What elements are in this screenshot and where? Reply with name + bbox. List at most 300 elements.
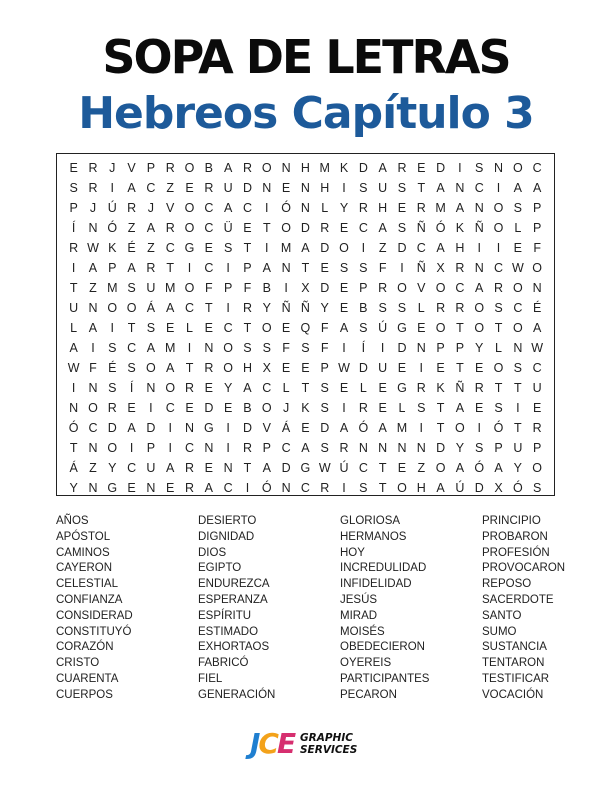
grid-cell: Ñ	[416, 221, 426, 235]
word-item: MOISÉS	[340, 625, 385, 638]
grid-cell: P	[320, 361, 329, 375]
grid-cell: I	[361, 241, 366, 255]
grid-cell: Z	[378, 241, 387, 255]
grid-cell: C	[223, 481, 233, 495]
grid-cell: G	[107, 481, 118, 495]
grid-cell: D	[397, 341, 407, 355]
grid-cell: C	[300, 481, 310, 495]
word-item: TENTARON	[482, 657, 545, 670]
grid-cell: C	[165, 401, 175, 415]
grid-cell: L	[398, 401, 406, 415]
grid-cell: N	[204, 441, 214, 455]
word-item: PROFESIÓN	[482, 546, 550, 559]
grid-cell: A	[166, 301, 175, 315]
grid-cell: O	[146, 361, 156, 375]
grid-cell: D	[436, 441, 446, 455]
grid-cell: A	[339, 321, 349, 335]
grid-cell: X	[436, 261, 445, 275]
grid-cell: P	[262, 441, 271, 455]
grid-cell: D	[320, 241, 330, 255]
grid-cell: N	[513, 341, 523, 355]
grid-cell: W	[318, 461, 331, 475]
grid-cell: I	[91, 341, 95, 355]
grid-cell: R	[358, 201, 368, 215]
letter-grid	[56, 153, 555, 496]
grid-cell: M	[280, 241, 292, 255]
grid-cell: E	[417, 161, 426, 175]
grid-row	[57, 438, 554, 458]
grid-cell: F	[320, 341, 329, 355]
grid-cell: D	[281, 461, 291, 475]
grid-cell: B	[204, 161, 214, 175]
logo-text	[300, 732, 357, 756]
word-item: ESTIMADO	[198, 625, 259, 638]
grid-cell: W	[511, 261, 524, 275]
grid-cell: K	[436, 381, 445, 395]
grid-cell: A	[436, 481, 445, 495]
grid-cell: Ñ	[455, 381, 465, 395]
grid-cell: N	[69, 401, 79, 415]
grid-cell: S	[397, 181, 407, 195]
grid-cell: S	[359, 321, 368, 335]
grid-row	[57, 198, 554, 218]
grid-cell: M	[396, 421, 408, 435]
grid-cell: O	[532, 461, 543, 475]
grid-cell: O	[339, 241, 349, 255]
grid-cell: A	[455, 461, 465, 475]
grid-cell: I	[458, 161, 462, 175]
grid-cell: A	[301, 241, 310, 255]
grid-cell: V	[127, 161, 136, 175]
grid-cell: A	[127, 421, 136, 435]
grid-cell: S	[417, 401, 426, 415]
grid-cell: R	[455, 261, 465, 275]
grid-cell: G	[397, 321, 407, 335]
grid-cell: P	[223, 281, 233, 295]
grid-cell: D	[242, 421, 252, 435]
grid-cell: S	[359, 181, 368, 195]
grid-cell: Ú	[455, 481, 465, 495]
grid-cell: B	[359, 301, 368, 315]
grid-cell: L	[321, 201, 329, 215]
grid-cell: I	[187, 341, 192, 355]
grid-cell: P	[108, 261, 117, 275]
word-item: PROVOCARON	[482, 562, 566, 575]
grid-cell: E	[513, 241, 523, 255]
grid-cell: I	[342, 481, 346, 495]
grid-cell: A	[166, 361, 175, 375]
grid-cell: E	[339, 281, 349, 295]
grid-cell: N	[281, 481, 291, 495]
grid-cell: D	[397, 241, 407, 255]
grid-cell: E	[339, 381, 349, 395]
grid-cell: O	[455, 421, 465, 435]
grid-cell: R	[320, 221, 330, 235]
grid-cell: E	[127, 401, 136, 415]
grid-cell: Y	[513, 461, 523, 475]
grid-row	[57, 238, 554, 258]
word-column	[482, 514, 612, 704]
grid-cell: I	[284, 281, 288, 295]
grid-cell: C	[204, 221, 214, 235]
word-item: CAYERON	[56, 562, 113, 575]
grid-cell: T	[262, 221, 271, 235]
grid-cell: Y	[223, 381, 233, 395]
grid-cell: M	[435, 201, 446, 215]
grid-cell: R	[242, 161, 252, 175]
grid-cell: C	[165, 241, 175, 255]
grid-cell: G	[203, 421, 214, 435]
grid-row	[57, 158, 554, 178]
grid-cell: K	[108, 241, 117, 255]
grid-cell: Ñ	[416, 261, 426, 275]
grid-cell: N	[474, 201, 484, 215]
grid-cell: T	[494, 321, 503, 335]
grid-cell: E	[397, 361, 407, 375]
grid-cell: P	[532, 221, 542, 235]
grid-cell: O	[223, 361, 234, 375]
grid-cell: N	[300, 181, 310, 195]
grid-cell: C	[185, 441, 195, 455]
grid-cell: S	[475, 161, 484, 175]
grid-cell: N	[416, 341, 426, 355]
grid-cell: I	[129, 441, 134, 455]
grid-cell: T	[456, 321, 464, 335]
grid-row	[57, 378, 554, 398]
grid-cell: D	[300, 221, 310, 235]
grid-cell: T	[456, 361, 464, 375]
word-item: HERMANOS	[340, 530, 407, 543]
grid-cell: T	[514, 381, 522, 395]
grid-cell: I	[496, 241, 501, 255]
grid-cell: O	[184, 161, 195, 175]
word-item: CORAZÓN	[56, 641, 114, 654]
grid-cell: I	[168, 421, 172, 435]
grid-cell: S	[359, 261, 368, 275]
grid-cell: S	[494, 301, 503, 315]
grid-cell: Í	[71, 221, 76, 235]
word-item: FIEL	[198, 672, 223, 685]
grid-row	[57, 218, 554, 238]
word-item: CUERPOS	[56, 688, 113, 701]
grid-cell: H	[320, 181, 330, 195]
grid-cell: J	[147, 201, 155, 215]
grid-cell: R	[165, 221, 175, 235]
grid-cell: E	[204, 241, 214, 255]
grid-cell: T	[301, 261, 310, 275]
word-item: EXHORTAOS	[198, 641, 270, 654]
grid-cell: Y	[339, 201, 349, 215]
grid-cell: E	[204, 461, 214, 475]
grid-cell: I	[71, 261, 76, 275]
grid-cell: A	[223, 201, 233, 215]
grid-cell: É	[108, 361, 117, 375]
grid-cell: S	[69, 181, 78, 195]
grid-cell: N	[88, 441, 98, 455]
word-item: SUSTANCIA	[482, 641, 547, 654]
grid-cell: P	[146, 161, 156, 175]
grid-cell: R	[378, 281, 388, 295]
grid-cell: L	[359, 381, 367, 395]
grid-cell: I	[342, 341, 346, 355]
page-subtitle: Hebreos Capítulo 3	[78, 88, 534, 139]
grid-cell: S	[320, 401, 329, 415]
grid-cell: O	[435, 281, 446, 295]
grid-cell: A	[262, 461, 271, 475]
grid-cell: P	[146, 441, 156, 455]
grid-cell: N	[185, 421, 195, 435]
grid-cell: V	[417, 281, 426, 295]
grid-cell: C	[416, 241, 426, 255]
grid-cell: D	[320, 281, 330, 295]
grid-cell: T	[494, 381, 503, 395]
grid-cell: Ó	[107, 221, 118, 235]
grid-cell: S	[513, 201, 523, 215]
grid-cell: M	[165, 341, 176, 355]
page-title: SOPA DE LETRAS	[102, 30, 510, 84]
grid-cell: E	[127, 481, 136, 495]
word-item: ESPÍRITU	[198, 609, 252, 622]
grid-cell: M	[319, 161, 330, 175]
grid-cell: R	[358, 401, 368, 415]
grid-cell: E	[166, 321, 175, 335]
grid-cell: A	[436, 181, 445, 195]
grid-cell: Z	[89, 281, 97, 295]
grid-cell: A	[88, 261, 98, 275]
grid-cell: A	[455, 401, 465, 415]
grid-row	[57, 278, 554, 298]
word-item: GENERACIÓN	[198, 688, 276, 701]
grid-cell: U	[513, 441, 523, 455]
grid-cell: O	[261, 401, 272, 415]
grid-cell: C	[204, 201, 214, 215]
grid-cell: F	[282, 341, 290, 355]
grid-cell: J	[89, 201, 97, 215]
grid-cell: T	[243, 461, 252, 475]
grid-cell: T	[69, 441, 78, 455]
word-item: FABRICÓ	[198, 657, 249, 670]
grid-cell: N	[300, 201, 310, 215]
word-column	[198, 514, 338, 704]
grid-cell: T	[514, 421, 522, 435]
grid-cell: N	[455, 181, 465, 195]
grid-cell: S	[243, 341, 252, 355]
grid-cell: R	[165, 161, 175, 175]
grid-cell: F	[378, 261, 387, 275]
jce-logo	[250, 728, 362, 762]
grid-cell: Y	[475, 341, 484, 355]
grid-cell: D	[474, 481, 484, 495]
grid-cell: I	[149, 401, 153, 415]
grid-cell: S	[262, 341, 271, 355]
logo-letter-j: J	[250, 727, 259, 760]
grid-row	[57, 178, 554, 198]
grid-cell: C	[127, 341, 137, 355]
grid-cell: T	[417, 181, 426, 195]
grid-cell: Ñ	[300, 301, 310, 315]
grid-cell: I	[265, 241, 269, 255]
word-item: AÑOS	[56, 515, 89, 527]
grid-cell: I	[400, 261, 404, 275]
word-item: TESTIFICAR	[482, 672, 550, 685]
grid-cell: S	[320, 381, 329, 395]
word-column	[340, 514, 480, 704]
grid-cell: A	[378, 221, 387, 235]
grid-cell: S	[127, 281, 136, 295]
grid-cell: R	[436, 301, 446, 315]
grid-cell: R	[107, 401, 117, 415]
grid-cell: R	[494, 281, 504, 295]
grid-cell: I	[477, 241, 481, 255]
grid-cell: A	[494, 461, 503, 475]
grid-cell: T	[378, 461, 387, 475]
grid-cell: T	[243, 321, 252, 335]
grid-cell: R	[397, 161, 407, 175]
grid-cell: Y	[262, 301, 271, 315]
grid-cell: A	[243, 381, 252, 395]
grid-cell: G	[300, 461, 311, 475]
word-item: DIOS	[198, 546, 227, 559]
grid-cell: Z	[417, 461, 426, 475]
grid-cell: T	[436, 401, 445, 415]
grid-cell: O	[261, 161, 272, 175]
grid-cell: I	[265, 201, 269, 215]
word-item: SACERDOTE	[482, 593, 554, 606]
word-item: CONFIANZA	[56, 593, 123, 606]
grid-cell: A	[455, 201, 465, 215]
grid-cell: I	[168, 441, 172, 455]
grid-cell: S	[108, 381, 117, 395]
word-item: PARTICIPANTES	[340, 672, 430, 685]
grid-row	[57, 418, 554, 438]
grid-cell: T	[378, 481, 387, 495]
grid-cell: I	[187, 261, 192, 275]
grid-cell: C	[127, 461, 137, 475]
grid-cell: O	[107, 301, 118, 315]
grid-cell: O	[474, 301, 485, 315]
grid-cell: L	[186, 321, 193, 335]
grid-cell: R	[474, 381, 484, 395]
grid-cell: Ñ	[281, 301, 291, 315]
grid-cell: I	[226, 421, 230, 435]
grid-row	[57, 458, 554, 478]
grid-cell: I	[71, 381, 76, 395]
word-item: DESIERTO	[198, 515, 257, 527]
grid-cell: P	[532, 441, 542, 455]
grid-cell: E	[339, 221, 349, 235]
grid-cell: A	[532, 181, 542, 195]
grid-cell: C	[455, 281, 465, 295]
grid-cell: Ú	[107, 201, 117, 215]
grid-cell: P	[436, 341, 445, 355]
grid-cell: Í	[361, 341, 366, 355]
grid-cell: P	[359, 281, 368, 295]
grid-cell: S	[475, 441, 484, 455]
grid-cell: S	[108, 341, 117, 355]
grid-cell: D	[107, 421, 117, 435]
word-item: ESPERANZA	[198, 593, 268, 606]
grid-cell: F	[533, 241, 541, 255]
grid-cell: W	[87, 241, 99, 255]
word-item: VOCACIÓN	[482, 688, 544, 701]
grid-cell: R	[455, 301, 465, 315]
grid-row	[57, 478, 554, 498]
grid-cell: R	[127, 201, 137, 215]
word-item: CELESTIAL	[56, 578, 118, 591]
grid-cell: C	[513, 301, 523, 315]
word-item: APÓSTOL	[56, 530, 111, 543]
grid-cell: O	[397, 481, 407, 495]
grid-cell: R	[185, 381, 195, 395]
grid-cell: Ó	[261, 481, 272, 495]
grid-cell: E	[69, 161, 78, 175]
word-item: GLORIOSA	[340, 515, 401, 527]
word-item: CAMINOS	[56, 546, 110, 559]
grid-cell: G	[184, 241, 195, 255]
grid-cell: D	[358, 161, 368, 175]
grid-cell: N	[281, 261, 291, 275]
grid-cell: C	[223, 321, 233, 335]
grid-cell: A	[204, 481, 214, 495]
grid-cell: A	[127, 261, 136, 275]
grid-cell: A	[513, 181, 523, 195]
grid-cell: T	[205, 301, 213, 315]
grid-cell: E	[436, 361, 445, 375]
grid-cell: S	[223, 241, 233, 255]
grid-cell: I	[380, 341, 385, 355]
grid-cell: O	[435, 321, 446, 335]
grid-cell: Á	[146, 301, 156, 315]
grid-cell: E	[339, 301, 349, 315]
grid-cell: A	[223, 161, 233, 175]
grid-cell: B	[262, 281, 271, 295]
grid-cell: S	[532, 481, 542, 495]
grid-cell: X	[262, 361, 271, 375]
grid-cell: C	[532, 161, 542, 175]
grid-cell: S	[513, 361, 523, 375]
grid-cell: K	[339, 161, 349, 175]
grid-cell: O	[88, 401, 98, 415]
word-item: INCREDULIDAD	[340, 562, 427, 575]
grid-cell: T	[243, 241, 252, 255]
grid-cell: G	[397, 381, 407, 395]
grid-cell: R	[204, 361, 214, 375]
grid-cell: I	[245, 481, 250, 495]
grid-cell: M	[107, 281, 118, 295]
grid-cell: J	[109, 161, 116, 175]
grid-cell: E	[166, 481, 175, 495]
grid-cell: U	[223, 181, 233, 195]
grid-cell: H	[300, 161, 310, 175]
grid-cell: R	[339, 441, 349, 455]
grid-cell: N	[262, 181, 272, 195]
word-column	[56, 514, 196, 704]
grid-cell: C	[474, 181, 484, 195]
word-item: ENDUREZCA	[198, 578, 270, 591]
grid-cell: S	[301, 341, 310, 355]
grid-cell: O	[493, 221, 504, 235]
grid-cell: Ó	[493, 421, 504, 435]
grid-cell: P	[494, 441, 503, 455]
grid-cell: A	[378, 421, 387, 435]
grid-cell: E	[417, 321, 426, 335]
grid-cell: L	[70, 321, 78, 335]
grid-cell: I	[477, 421, 481, 435]
grid-cell: K	[455, 221, 465, 235]
grid-cell: D	[204, 401, 214, 415]
grid-cell: É	[532, 301, 542, 315]
grid-cell: É	[127, 241, 136, 255]
